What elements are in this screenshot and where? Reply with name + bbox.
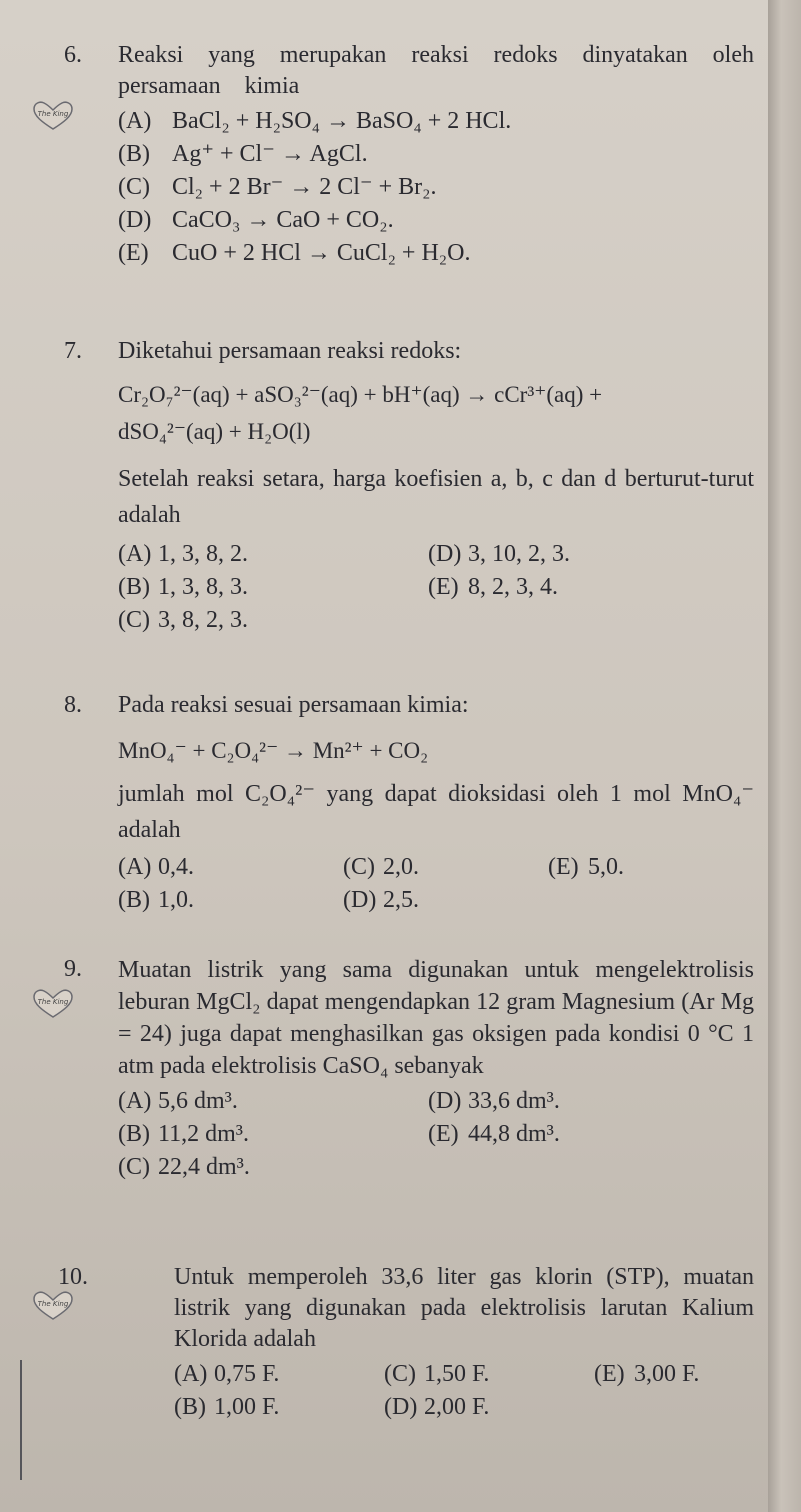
option-text: BaCl₂ + H₂SO₄ → BaSO₄ + 2 HCl. xyxy=(172,108,512,134)
option-text: 2,5. xyxy=(383,887,419,913)
option-text: CaCO₃ → CaO + CO₂. xyxy=(172,207,394,233)
option-text: 0,4. xyxy=(158,854,194,880)
question-number: 9. xyxy=(64,956,82,982)
svg-text:The King: The King xyxy=(37,1300,69,1308)
option-label: (B) xyxy=(174,1394,206,1420)
option-label: (D) xyxy=(428,541,462,567)
option-label: (A) xyxy=(118,108,152,134)
option-e[interactable] xyxy=(118,238,754,269)
option-c[interactable] xyxy=(118,1152,428,1183)
option-c[interactable] xyxy=(343,852,548,883)
question-number: 8. xyxy=(64,692,82,718)
option-label: (E) xyxy=(548,854,579,880)
equation: MnO₄⁻ + C₂O₄²⁻ → Mn²⁺ + CO₂ xyxy=(118,738,429,763)
option-label: (A) xyxy=(118,1088,152,1114)
equation-line-2: dSO₄²⁻(aq) + H₂O(l) xyxy=(118,419,311,444)
option-text: 1,0. xyxy=(158,887,194,913)
option-c[interactable] xyxy=(118,172,754,203)
option-text: 3,00 F. xyxy=(634,1361,700,1387)
option-a[interactable] xyxy=(118,852,343,883)
option-a[interactable] xyxy=(118,1086,428,1117)
option-text: 5,6 dm³. xyxy=(158,1088,238,1114)
option-label: (C) xyxy=(118,1154,150,1180)
option-label: (B) xyxy=(118,141,150,167)
equation-line-1: Cr₂O₇²⁻(aq) + aSO₃²⁻(aq) + bH⁺(aq) → cCr³⁺(aq) + xyxy=(118,382,603,407)
option-text: 1, 3, 8, 3. xyxy=(158,574,248,600)
option-label: (D) xyxy=(118,207,152,233)
option-text: 1,50 F. xyxy=(424,1361,490,1387)
question-10 xyxy=(58,1262,754,1423)
svg-text:The King: The King xyxy=(37,998,69,1006)
option-b[interactable] xyxy=(118,572,428,603)
option-b[interactable] xyxy=(118,139,754,170)
option-d[interactable] xyxy=(428,539,728,570)
option-c[interactable] xyxy=(384,1359,594,1390)
option-e[interactable] xyxy=(428,1119,728,1150)
question-7 xyxy=(64,336,754,636)
margin-rule xyxy=(20,1360,22,1480)
question-number: 6. xyxy=(64,42,82,68)
option-text: 8, 2, 3, 4. xyxy=(468,574,558,600)
option-b[interactable] xyxy=(118,885,343,916)
option-text: 22,4 dm³. xyxy=(158,1154,250,1180)
option-label: (C) xyxy=(343,854,375,880)
option-b[interactable] xyxy=(174,1392,384,1423)
question-stem: Muatan listrik yang sama digunakan untuk mengelektrolisis leburan MgCl₂ dapat mengendapkan 12 gram Magnesium (Ar Mg = 24) juga dapat menghasilkan gas oksigen pada kondisi 0 °C 1 atm pada elektrolisis CaSO₄ sebanyak xyxy=(118,957,754,1079)
option-text: 1,00 F. xyxy=(214,1394,280,1420)
option-label: (A) xyxy=(118,854,152,880)
page-fold-shadow xyxy=(768,0,801,1512)
question-text: jumlah mol C₂O₄²⁻ yang dapat dioksidasi oleh 1 mol MnO₄⁻ adalah xyxy=(118,781,754,843)
option-a[interactable] xyxy=(118,539,428,570)
option-label: (C) xyxy=(118,174,150,200)
option-text: 5,0. xyxy=(588,854,624,880)
option-d[interactable] xyxy=(384,1392,594,1423)
option-label: (B) xyxy=(118,574,150,600)
question-stem: Untuk memperoleh 33,6 liter gas klorin (STP), muatan listrik yang digunakan pada elektrolisis larutan Kalium Klorida adalah xyxy=(174,1264,754,1352)
option-label: (C) xyxy=(118,607,150,633)
option-label: (E) xyxy=(118,240,149,266)
question-number: 10. xyxy=(58,1264,88,1290)
option-text: CuO + 2 HCl → CuCl₂ + H₂O. xyxy=(172,240,471,266)
option-text: 33,6 dm³. xyxy=(468,1088,560,1114)
option-label: (D) xyxy=(428,1088,462,1114)
question-9 xyxy=(64,954,754,1183)
option-text: 3, 8, 2, 3. xyxy=(158,607,248,633)
question-6 xyxy=(64,40,754,269)
option-label: (E) xyxy=(594,1361,625,1387)
option-e[interactable] xyxy=(428,572,728,603)
option-label: (A) xyxy=(118,541,152,567)
option-d[interactable] xyxy=(118,205,754,236)
option-label: (E) xyxy=(428,1121,459,1147)
option-e[interactable] xyxy=(548,852,748,883)
option-b[interactable] xyxy=(118,1119,428,1150)
option-label: (D) xyxy=(343,887,377,913)
option-e[interactable] xyxy=(594,1359,784,1390)
question-number: 7. xyxy=(64,338,82,364)
option-d[interactable] xyxy=(428,1086,728,1117)
option-text: 11,2 dm³. xyxy=(158,1121,249,1147)
svg-text:The King: The King xyxy=(37,110,69,118)
option-text: 2,0. xyxy=(383,854,419,880)
question-text: Setelah reaksi setara, harga koefisien a, b, c dan d berturut-turut adalah xyxy=(118,466,754,528)
question-stem: Reaksi yang merupakan reaksi redoks dinyatakan oleh persamaan kimia xyxy=(118,42,754,99)
option-label: (B) xyxy=(118,887,150,913)
option-label: (D) xyxy=(384,1394,418,1420)
option-label: (B) xyxy=(118,1121,150,1147)
option-text: 3, 10, 2, 3. xyxy=(468,541,570,567)
option-c[interactable] xyxy=(118,605,428,636)
option-text: 2,00 F. xyxy=(424,1394,490,1420)
option-text: Cl₂ + 2 Br⁻ → 2 Cl⁻ + Br₂. xyxy=(172,174,437,200)
question-8 xyxy=(64,690,754,916)
option-label: (A) xyxy=(174,1361,208,1387)
option-text: 44,8 dm³. xyxy=(468,1121,560,1147)
question-stem: Diketahui persamaan reaksi redoks: xyxy=(118,338,462,364)
option-text: 0,75 F. xyxy=(214,1361,280,1387)
option-a[interactable] xyxy=(118,106,754,137)
option-label: (C) xyxy=(384,1361,416,1387)
option-a[interactable] xyxy=(174,1359,384,1390)
option-text: 1, 3, 8, 2. xyxy=(158,541,248,567)
option-d[interactable] xyxy=(343,885,548,916)
option-label: (E) xyxy=(428,574,459,600)
option-text: Ag⁺ + Cl⁻ → AgCl. xyxy=(172,141,368,167)
question-stem: Pada reaksi sesuai persamaan kimia: xyxy=(118,692,469,718)
